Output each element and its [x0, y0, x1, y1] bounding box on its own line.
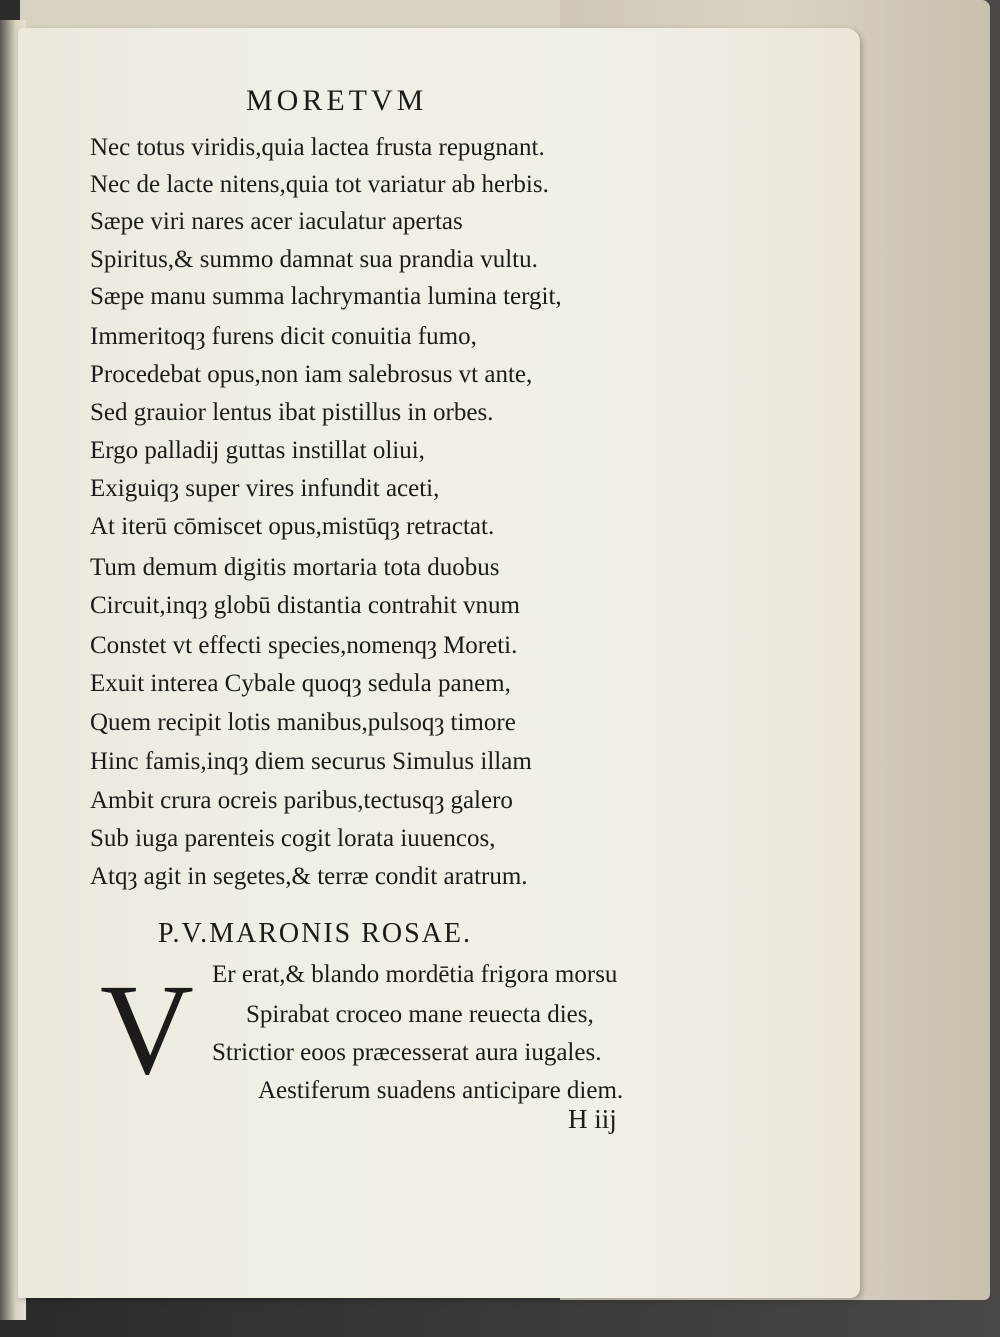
- verse-line: Ambit crura ocreis paribus,tectusqȝ galero: [90, 787, 513, 814]
- verse-line: Aestiferum suadens anticipare diem.: [258, 1077, 624, 1104]
- verse-line: Circuit,inqȝ globū distantia contrahit vnum: [90, 592, 520, 619]
- verse-line: Hinc famis,inqȝ diem securus Simulus illam: [90, 748, 532, 775]
- verse-line: Atqȝ agit in segetes,& terræ condit aratrum.: [90, 863, 528, 890]
- verse-line: Nec de lacte nitens,quia tot variatur ab herbis.: [90, 171, 549, 198]
- running-header: MORETVM: [246, 84, 428, 117]
- drop-cap: V: [100, 958, 194, 1102]
- verse-line: Procedebat opus,non iam salebrosus vt ante,: [90, 361, 533, 388]
- verse-line: Immeritoqȝ furens dicit conuitia fumo,: [90, 323, 477, 350]
- verse-line: Tum demum digitis mortaria tota duobus: [90, 554, 500, 581]
- verse-line: Exuit interea Cybale quoqȝ sedula panem,: [90, 670, 511, 697]
- verse-line: At iterū cōmiscet opus,mistūqȝ retractat.: [90, 513, 495, 540]
- verse-line: Spirabat croceo mane reuecta dies,: [246, 1001, 594, 1028]
- verse-line: Exiguiqȝ super vires infundit aceti,: [90, 475, 440, 502]
- verse-line: Er erat,& blando mordētia frigora morsu: [212, 961, 618, 988]
- folio-signature: H iij: [568, 1104, 617, 1134]
- verse-line: Sub iuga parenteis cogit lorata iuuencos,: [90, 825, 496, 852]
- verse-line: Quem recipit lotis manibus,pulsoqȝ timore: [90, 709, 516, 736]
- verse-line: Sæpe manu summa lachrymantia lumina tergit,: [90, 283, 562, 310]
- verse-line: Spiritus,& summo damnat sua prandia vultu.: [90, 246, 538, 273]
- verse-line: Ergo palladij guttas instillat oliui,: [90, 437, 425, 464]
- verse-line: Sæpe viri nares acer iaculatur apertas: [90, 208, 463, 235]
- verse-line: Constet vt effecti species,nomenqȝ Moreti.: [90, 632, 518, 659]
- section-title: P.V.MARONIS ROSAE.: [158, 918, 473, 949]
- verse-line: Nec totus viridis,quia lactea frusta repugnant.: [90, 134, 545, 161]
- verse-line: Sed grauior lentus ibat pistillus in orbes.: [90, 399, 494, 426]
- verse-line: Strictior eoos præcesserat aura iugales.: [212, 1039, 602, 1066]
